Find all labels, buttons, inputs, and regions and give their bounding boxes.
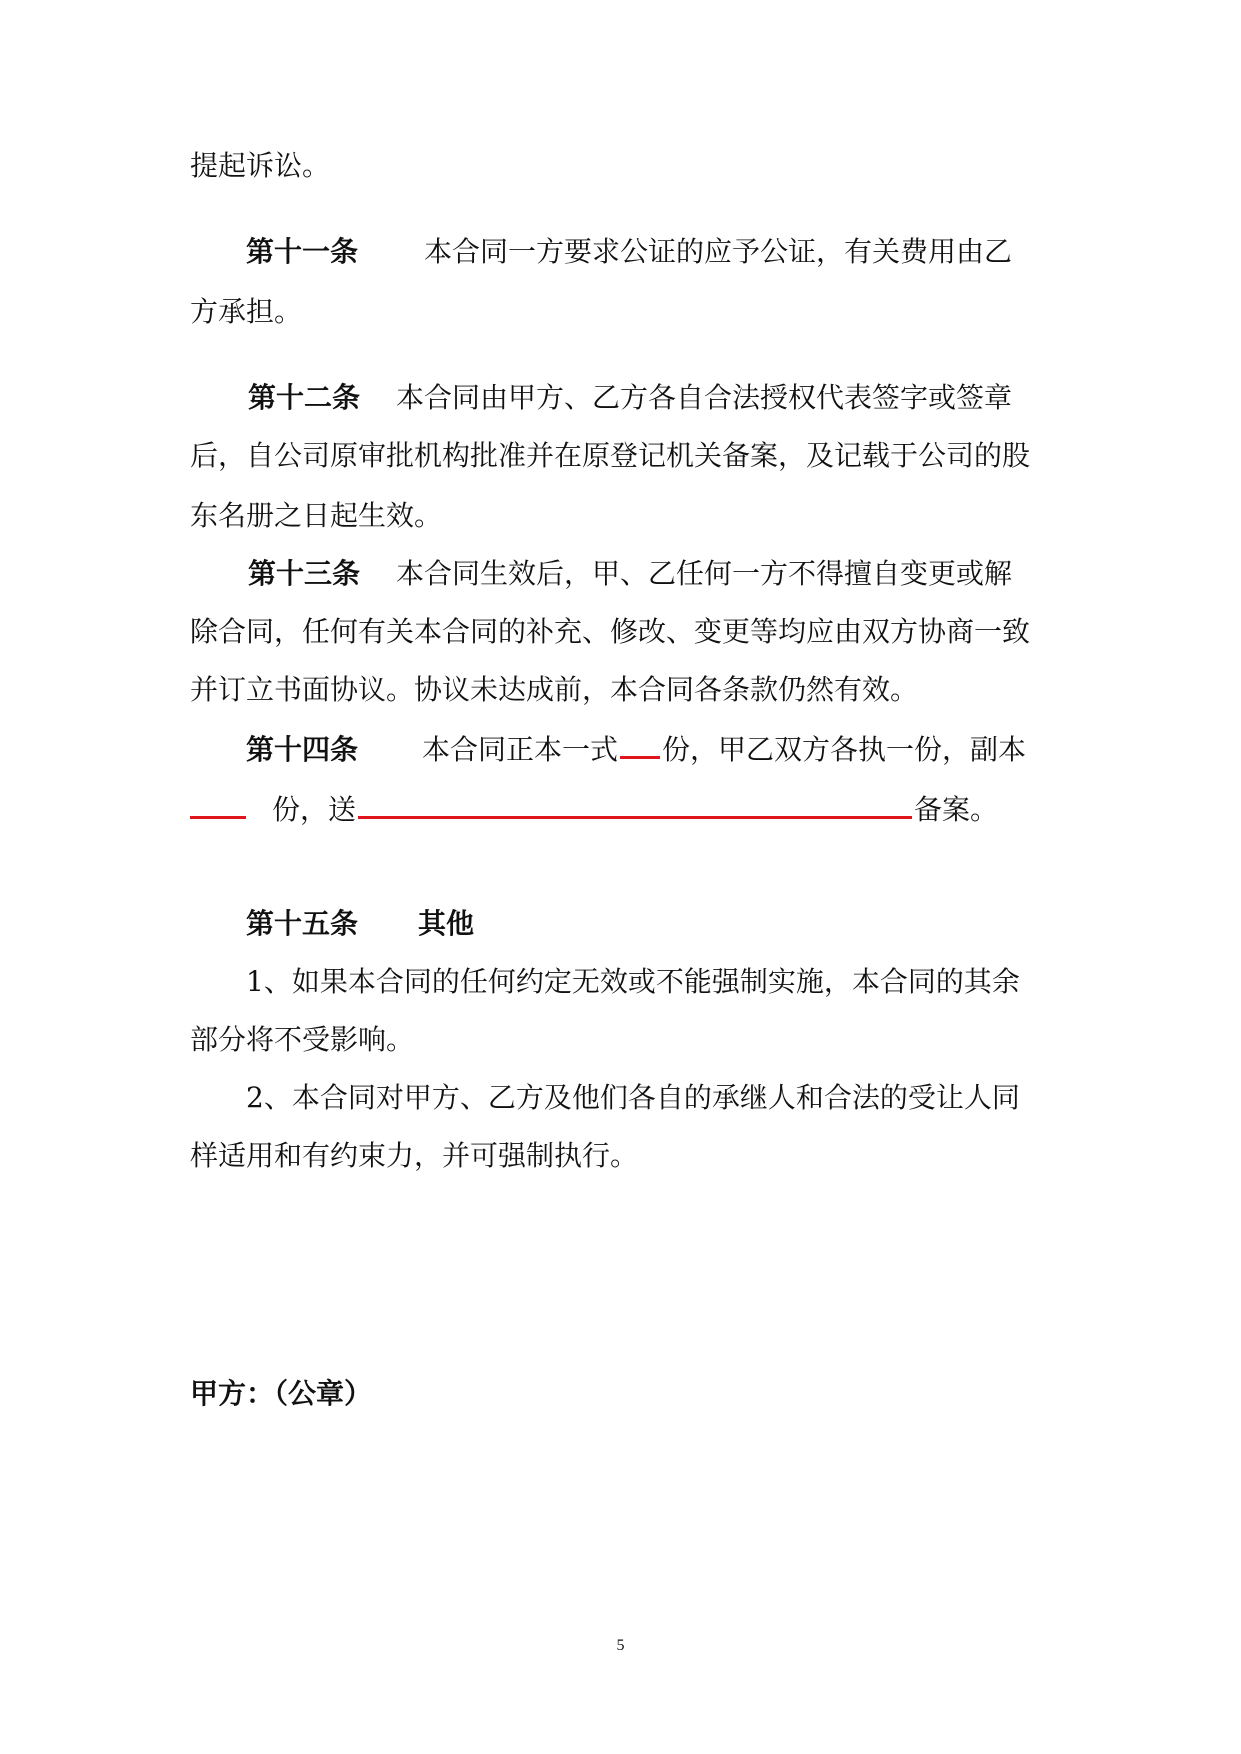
article-12-text-1: 本合同由甲方、乙方各自合法授权代表签字或签章	[396, 381, 1013, 414]
page-number: 5	[616, 1637, 625, 1654]
copies-original-blank[interactable]	[620, 728, 660, 759]
article-15-item-1-line-1: 1、如果本合同的任何约定无效或不能强制实施，本合同的其余	[246, 965, 1020, 998]
article-11-line-1	[246, 232, 1126, 272]
article-14-line-2	[190, 788, 1070, 830]
article-15-line-1	[246, 904, 1126, 944]
article-13-text-2: 除合同，任何有关本合同的补充、修改、变更等均应由双方协商一致	[190, 615, 1031, 648]
article-13-heading: 第十三条	[248, 557, 361, 590]
article-11-text-2: 方承担。	[190, 295, 303, 328]
article-13-line-1	[248, 554, 1128, 594]
article-12-heading: 第十二条	[248, 381, 361, 414]
article-15-item-2-line-1: 2、本合同对甲方、乙方及他们各自的承继人和合法的受让人同	[246, 1081, 1020, 1114]
article-14-heading: 第十四条	[246, 733, 359, 766]
article-12-text-3: 东名册之日起生效。	[190, 499, 443, 532]
copies-duplicate-blank[interactable]	[190, 788, 246, 819]
article-12-text-2: 后，自公司原审批机构批准并在原登记机关备案，及记载于公司的股	[190, 439, 1031, 472]
article-15-title: 其他	[418, 907, 475, 940]
continuation-text: 提起诉讼。	[190, 149, 331, 182]
article-14-text-2a: 份，送	[272, 793, 357, 826]
article-12-line-1	[248, 378, 1128, 418]
party-a-seal-label: 甲方：（公章）	[190, 1377, 373, 1410]
article-11-heading: 第十一条	[246, 235, 359, 268]
article-15-heading: 第十五条	[246, 907, 359, 940]
article-15-item-2-line-2: 样适用和有约束力，并可强制执行。	[190, 1139, 639, 1172]
article-13-text-1: 本合同生效后，甲、乙任何一方不得擅自变更或解	[396, 557, 1013, 590]
article-14-text-1a: 本合同正本一式	[422, 733, 619, 766]
article-14-line-1	[246, 728, 1126, 770]
filing-authority-blank[interactable]	[358, 788, 912, 819]
article-14-text-1b: 份，甲乙双方各执一份，副本	[662, 733, 1027, 766]
article-14-text-2b: 备案。	[914, 793, 999, 826]
article-15-item-1-line-2: 部分将不受影响。	[190, 1023, 415, 1056]
article-11-text-1: 本合同一方要求公证的应予公证，有关费用由乙	[424, 235, 1013, 268]
article-13-text-3: 并订立书面协议。协议未达成前，本合同各条款仍然有效。	[190, 673, 919, 706]
